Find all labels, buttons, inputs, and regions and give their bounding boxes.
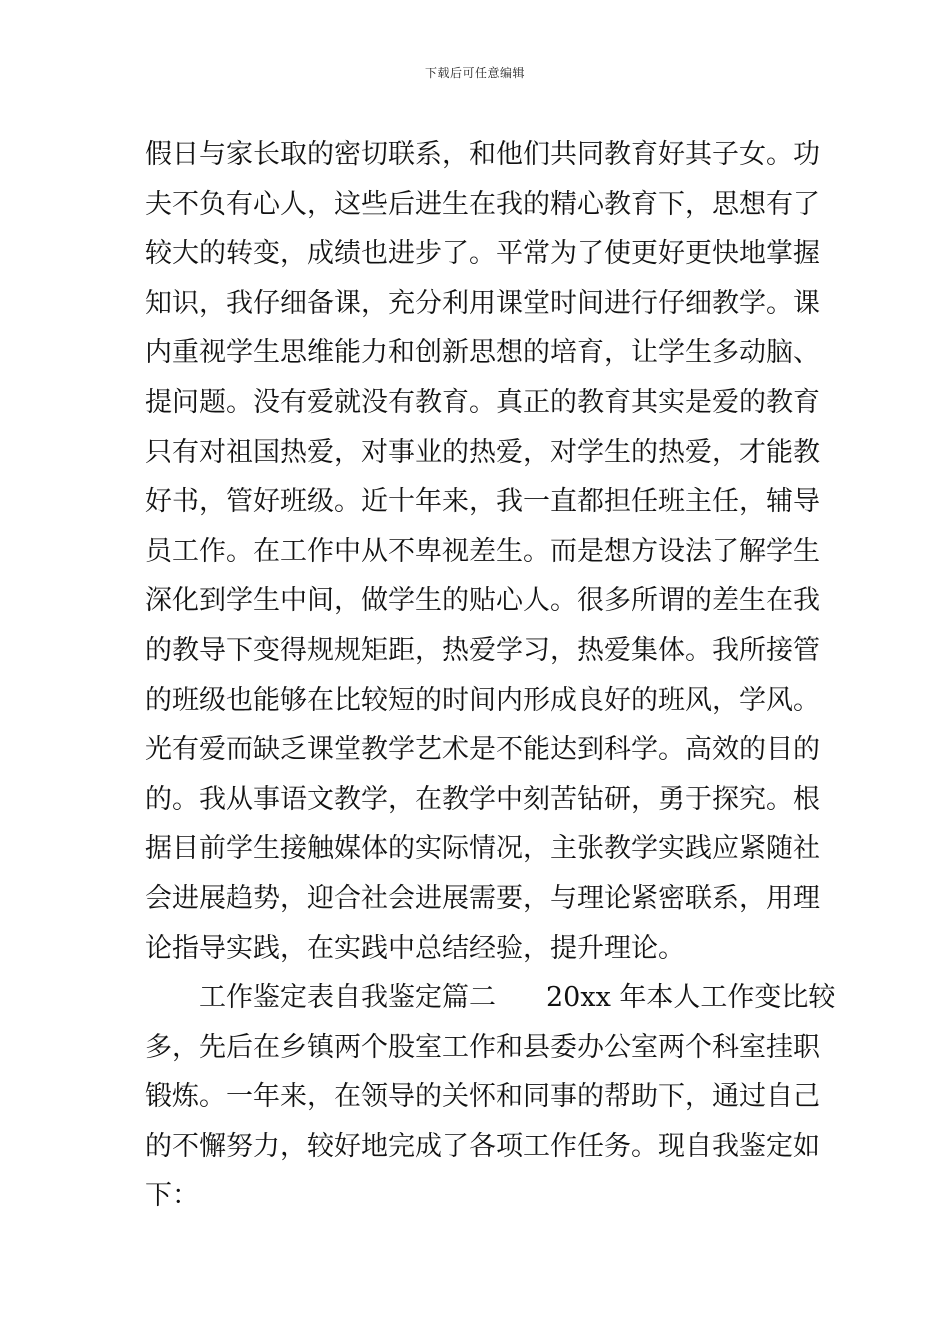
text-line: 深化到学生中间，做学生的贴心人。很多所谓的差生在我 bbox=[145, 585, 820, 617]
text-line: 提问题。没有爱就没有教育。真正的教育其实是爱的教育 bbox=[145, 386, 820, 418]
first-line-text: 20xx 年本人工作变比较 bbox=[546, 982, 836, 1014]
text-line: 会进展趋势，迎合社会进展需要，与理论紧密联系，用理 bbox=[145, 882, 820, 914]
text-line: 员工作。在工作中从不卑视差生。而是想方设法了解学生 bbox=[145, 535, 820, 567]
text-line-first bbox=[145, 973, 836, 1023]
text-line: 的班级也能够在比较短的时间内形成良好的班风，学风。 bbox=[145, 684, 820, 716]
text-line: 内重视学生思维能力和创新思想的培育，让学生多动脑、 bbox=[145, 337, 820, 369]
page-header: 下载后可任意编辑 bbox=[424, 66, 525, 80]
text-line: 论指导实践，在实践中总结经验，提升理论。 bbox=[145, 932, 685, 964]
text-line: 较大的转变，成绩也进步了。平常为了使更好更快地掌握 bbox=[145, 238, 820, 270]
text-line: 多，先后在乡镇两个股室工作和县委办公室两个科室挂职 bbox=[145, 1031, 820, 1063]
text-line: 只有对祖国热爱，对事业的热爱，对学生的热爱，才能教 bbox=[145, 436, 820, 468]
document-body bbox=[145, 130, 836, 1221]
text-line: 下： bbox=[145, 1180, 199, 1212]
text-line: 光有爱而缺乏课堂教学艺术是不能达到科学。高效的目的 bbox=[145, 734, 820, 766]
text-line: 好书，管好班级。近十年来，我一直都担任班主任，辅导 bbox=[145, 486, 820, 518]
text-line: 的不懈努力，较好地完成了各项工作任务。现自我鉴定如 bbox=[145, 1130, 820, 1162]
text-line: 假日与家长取的密切联系，和他们共同教育好其子女。功 bbox=[145, 139, 820, 170]
paragraph-1 bbox=[145, 130, 820, 973]
text-line: 的教导下变得规规矩距，热爱学习，热爱集体。我所接管 bbox=[145, 634, 820, 666]
paragraph-2 bbox=[145, 973, 836, 1221]
text-line: 知识，我仔细备课，充分利用课堂时间进行仔细教学。课 bbox=[145, 287, 820, 319]
text-line: 的。我从事语文教学，在教学中刻苦钻研，勇于探究。根 bbox=[145, 783, 820, 815]
text-line: 夫不负有心人，这些后进生在我的精心教育下，思想有了 bbox=[145, 188, 820, 220]
section-title: 工作鉴定表自我鉴定篇二 bbox=[199, 982, 496, 1014]
text-line: 锻炼。一年来，在领导的关怀和同事的帮助下，通过自己 bbox=[145, 1081, 820, 1113]
text-line: 据目前学生接触媒体的实际情况，主张教学实践应紧随社 bbox=[145, 833, 820, 865]
